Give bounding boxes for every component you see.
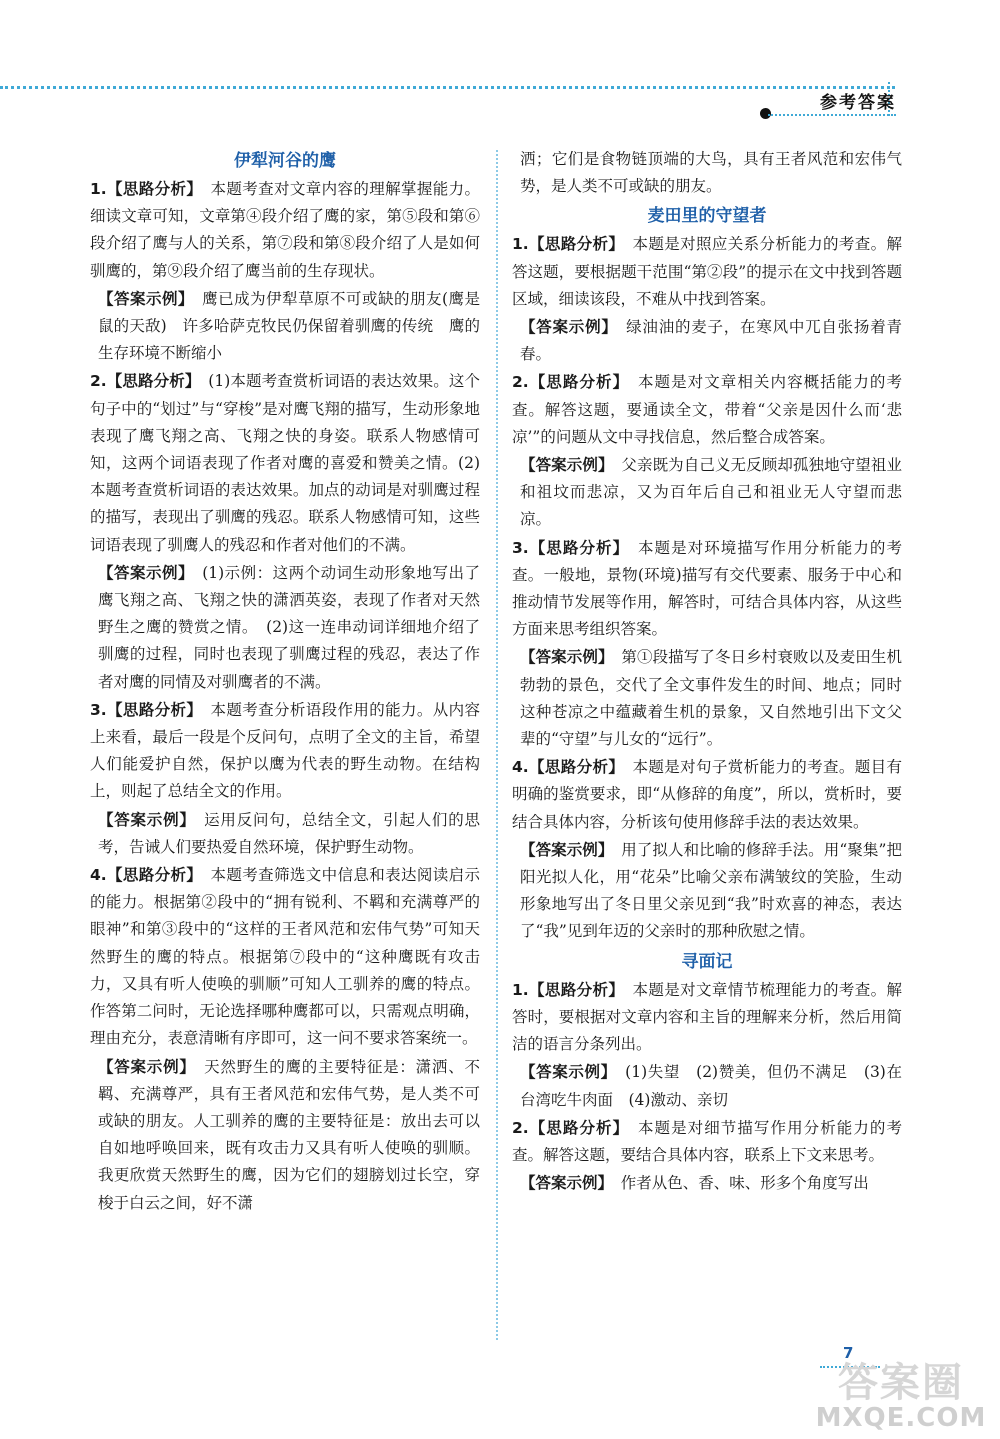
paragraph-tag: 【答案示例】	[98, 563, 187, 582]
paragraph	[512, 369, 902, 451]
paragraph-text: 用了拟人和比喻的修辞手法。用“聚集”把阳光拟人化，用“花朵”比喻父亲布满皱纹的笑脸，生动形象地写出了冬日里父亲见到“我”时欢喜的神态，表达了“我”见到年迈的父亲时的那种欣慰之情。	[520, 840, 902, 941]
left-column	[90, 146, 480, 1218]
paragraph-tag: 【答案示例】	[98, 810, 188, 829]
paragraph	[512, 1059, 902, 1113]
paragraph-tag: 4.【思路分析】	[90, 866, 195, 885]
left-paragraphs	[90, 176, 480, 1217]
header-underline	[768, 114, 896, 116]
paragraph-tag: 1.【思路分析】	[512, 235, 617, 254]
paragraph	[512, 1170, 902, 1197]
paragraph-tag: 【答案示例】	[98, 1057, 188, 1076]
paragraph	[90, 807, 480, 861]
paragraph-text: 本题是对文章情节梳理能力的考查。解答时，要根据对文章内容和主旨的理解来分析，然后用简洁的语言分条列出。	[512, 980, 902, 1054]
paragraph-tag: 3.【思路分析】	[512, 538, 622, 557]
watermark-logo: 答案圈	[838, 1360, 964, 1406]
paragraph-text: 本题考查对文章内容的理解掌握能力。细读文章可知，文章第④段介绍了鹰的家，第⑤段和第⑥段介绍了鹰与人的关系，第⑦段和第⑧段介绍了人是如何驯鹰的，第⑨段介绍了鹰当前的生存现状。	[90, 180, 480, 280]
paragraph-tag: 1.【思路分析】	[512, 980, 617, 999]
paragraph-text: 绿油油的麦子，在寒风中兀自张扬着青春。	[520, 318, 902, 364]
paragraph-text: 本题是对环境描写作用分析能力的考查。一般地，景物(环境)描写有交代要素、服务于中心和推动情节发展等作用，解答时，可结合具体内容，从这些方面来思考组织答案。	[512, 538, 902, 639]
paragraph-text: 运用反问句，总结全文，引起人们的思考，告诫人们要热爱自然环境，保护野生动物。	[98, 810, 480, 856]
paragraph-text: 天然野生的鹰的主要特征是：潇洒、不羁、充满尊严，具有王者风范和宏伟气势，是人类不可或缺的朋友。人工驯养的鹰的主要特征是：放出去可以自如地呼唤回来，既有攻击力又具有听人使唤的驯顺。我更欣赏天然野生的鹰，因为它们的翅膀划过长空，穿梭于白云之间，好不潇	[98, 1057, 480, 1212]
paragraph-tag: 【答案示例】	[98, 289, 187, 308]
watermark-site: MXQE.COM	[815, 1403, 987, 1433]
paragraph-text: (1)示例：这两个动词生动形象地写出了鹰飞翔之高、飞翔之快的潇洒英姿，表现了作者对天然野生之鹰的赞赏之情。 (2)这一连串动词详细地介绍了驯鹰的过程，同时也表现了驯鹰过程的残忍，表达了作者对鹰的同情及对驯鹰者的不满。	[98, 563, 480, 691]
paragraph	[512, 314, 902, 368]
paragraph	[512, 644, 902, 753]
paragraph-tag: 2.【思路分析】	[512, 1118, 622, 1137]
paragraph	[90, 560, 480, 696]
section-title-maitian: 麦田里的守望者	[647, 206, 767, 227]
paragraph-text: 本题考查分析语段作用的能力。从内容上来看，最后一段是个反问句，点明了全文的主旨，希望人们能爱护自然，保护以鹰为代表的野生动物。在结构上，则起了总结全文的作用。	[90, 700, 480, 801]
paragraph	[512, 754, 902, 836]
header-label: 参考答案	[820, 93, 896, 113]
paragraph-tag: 2.【思路分析】	[512, 373, 622, 392]
section-title-yili: 伊犁河谷的鹰	[234, 151, 336, 171]
paragraph-text: 本题考查筛选文中信息和表达阅读启示的能力。根据第②段中的“拥有锐利、不羁和充满尊严的眼神”和第③段中的“这样的王者风范和宏伟气势”可知天然野生的鹰的特点。根据第⑦段中的“这种鹰既有攻击力，又具有听人使唤的驯顺”可知人工驯养的鹰的特点。作答第二问时，无论选择哪种鹰都可以，只需观点明确，理由充分，表意清晰有序即可，这一问不要求答案统一。	[90, 866, 480, 1048]
xunmian-paragraphs	[512, 977, 902, 1198]
paragraph-text: 鹰已成为伊犁草原不可或缺的朋友(鹰是鼠的天敌) 许多哈萨克牧民仍保留着驯鹰的传统 鹰的生存环境不断缩小	[98, 289, 480, 363]
paragraph-text: 本题是对照应关系分析能力的考查。解答这题，要根据题干范围“第②段”的提示在文中找到答题区域，细读该段，不难从中找到答案。	[512, 235, 902, 308]
paragraph-text: 父亲既为自己义无反顾却孤独地守望祖业和祖坟而悲凉，又为百年后自己和祖业无人守望而悲凉。	[520, 456, 902, 529]
continuation-text: 洒；它们是食物链顶端的大鸟，具有王者风范和宏伟气势，是人类不可或缺的朋友。	[520, 150, 902, 196]
section-title-xunmian: 寻面记	[681, 951, 733, 972]
paragraph-text: (1)失望 (2)赞美，但仍不满足 (3)在台湾吃牛肉面 (4)激动、亲切	[520, 1063, 902, 1109]
watermark	[806, 1362, 996, 1434]
column-divider	[496, 150, 498, 1340]
paragraph-tag: 3.【思路分析】	[90, 700, 195, 719]
paragraph-tag: 【答案示例】	[520, 318, 610, 337]
paragraph-tag: 1.【思路分析】	[90, 180, 195, 198]
header-dotted-rule	[0, 86, 895, 89]
paragraph-text: 第①段描写了冬日乡村衰败以及麦田生机勃勃的景色，交代了全文事件发生的时间、地点；同时这种苍凉之中蕴藏着生机的景象，又自然地引出下文父辈的“守望”与儿女的“远行”。	[520, 648, 902, 749]
paragraph	[512, 535, 902, 644]
paragraph	[512, 837, 902, 946]
paragraph	[512, 452, 902, 534]
paragraph-text: 本题是对文章相关内容概括能力的考查。解答这题，要通读全文，带着“父亲是因什么而‘悲凉’”的问题从文中寻找信息，然后整合成答案。	[512, 373, 902, 446]
paragraph	[90, 697, 480, 806]
paragraph	[512, 1115, 902, 1169]
paragraph	[512, 977, 902, 1059]
paragraph	[90, 176, 480, 285]
paragraph-text: 本题是对句子赏析能力的考查。题目有明确的鉴赏要求，即“从修辞的角度”，所以，赏析时，要结合具体内容，分析该句使用修辞手法的表达效果。	[512, 758, 902, 831]
paragraph	[90, 286, 480, 368]
paragraph	[90, 1054, 480, 1217]
maitian-paragraphs	[512, 231, 902, 945]
paragraph	[512, 231, 902, 313]
right-column	[512, 146, 902, 1198]
paragraph-tag: 【答案示例】	[520, 456, 606, 475]
paragraph	[90, 862, 480, 1052]
paragraph-tag: 【答案示例】	[520, 840, 606, 859]
paragraph-tag: 【答案示例】	[520, 648, 606, 667]
paragraph-text: 本题是对细节描写作用分析能力的考查。解答这题，要结合具体内容，联系上下文来思考。	[512, 1118, 902, 1164]
paragraph-text: 作者从色、香、味、形多个角度写出	[620, 1174, 869, 1193]
page-number: 7	[843, 1344, 854, 1362]
paragraph-tag: 【答案示例】	[520, 1063, 610, 1082]
paragraph-tag: 2.【思路分析】	[90, 372, 193, 391]
paragraph	[90, 368, 480, 558]
paragraph-tag: 4.【思路分析】	[512, 758, 617, 777]
paragraph-tag: 【答案示例】	[520, 1174, 606, 1193]
paragraph-text: (1)本题考查赏析词语的表达效果。这个句子中的“划过”与“穿梭”是对鹰飞翔的描写，生动形象地表现了鹰飞翔之高、飞翔之快的身姿。联系人物感情可知，这两个词语表现了作者对鹰的喜爱和赞美之情。(2)本题考查赏析词语的表达效果。加点的动词是对驯鹰过程的描写，表现出了驯鹰的残忍。联系人物感情可知，这些词语表现了驯鹰人的残忍和作者对他们的不满。	[90, 372, 480, 554]
